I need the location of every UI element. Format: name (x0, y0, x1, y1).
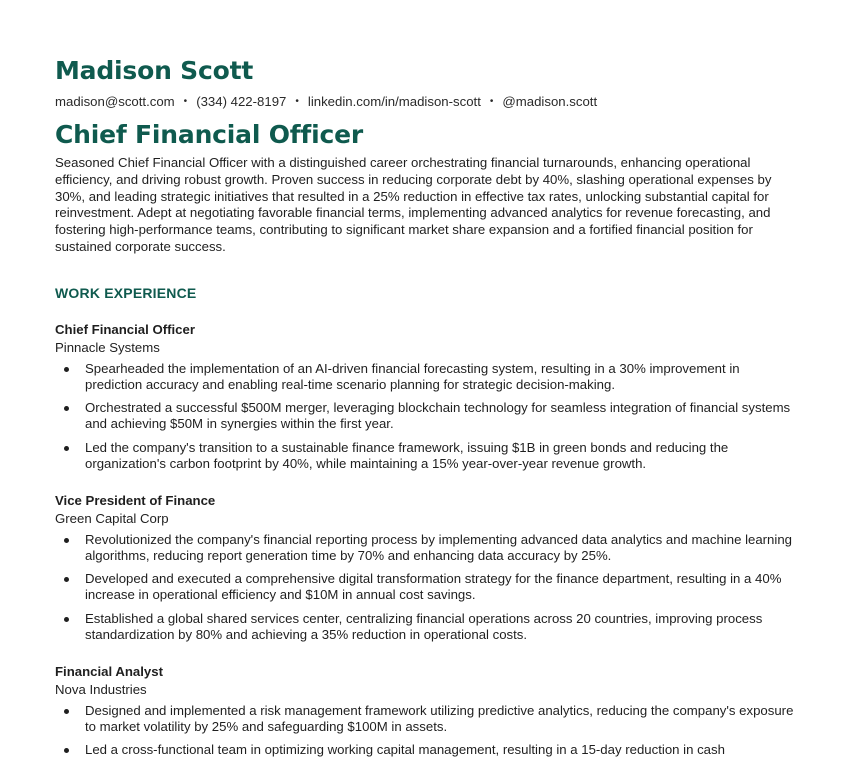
achievement-item (55, 361, 795, 393)
separator-dot: • (183, 95, 188, 107)
bullet-icon (64, 367, 69, 372)
company-name: Green Capital Corp (55, 510, 169, 526)
resume-title: Chief Financial Officer (55, 120, 363, 149)
achievement-text: Orchestrated a successful $500M merger, leveraging blockchain technology for seamless integration of financial systems and achieving $50M in synergies within the first year. (85, 400, 791, 432)
summary-paragraph: Seasoned Chief Financial Officer with a distinguished career orchestrating financial turnarounds, enhancing operational efficiency, and driving robust growth. Proven success in reducing corporate debt by 40%, slashing operational expenses by 30%, and leading strategic initiatives that resulted in a 25% reduction in effective tax rates, unlocking substantial capital for reinvestment. Adept at negotiating favorable financial terms, implementing advanced analytics for revenue forecasting, and fostering high-performance teams, contributing to significant market share expansion and a fortified financial position for sustained corporate success. (55, 155, 772, 254)
contact-linkedin[interactable]: linkedin.com/in/madison-scott (307, 93, 481, 109)
bullet-icon (64, 709, 69, 714)
company-name: Nova Industries (55, 681, 147, 697)
bullet-icon (64, 617, 69, 622)
achievement-text: Revolutionized the company's financial reporting process by implementing advanced data analytics and machine learning algorithms, reducing report generation time by 70% and enhancing data accuracy by 25%. (85, 531, 792, 563)
achievement-item (55, 703, 795, 735)
job-title: Financial Analyst (55, 663, 163, 679)
achievement-item (55, 571, 795, 603)
achievement-text: Designed and implemented a risk management framework utilizing predictive analytics, reducing the company's exposure to market volatility by 25% and safeguarding $100M in assets. (85, 702, 794, 734)
job-title: Chief Financial Officer (55, 321, 195, 337)
achievement-list (55, 361, 795, 472)
separator-dot: • (295, 95, 299, 107)
section-heading-work-experience: WORK EXPERIENCE (55, 284, 197, 301)
bullet-icon (64, 748, 69, 753)
contact-phone[interactable]: (334) 422-8197 (196, 93, 287, 109)
contact-handle[interactable]: @madison.scott (502, 93, 598, 109)
achievement-text: Developed and executed a comprehensive digital transformation strategy for the finance department, resulting in a 40% increase in operational efficiency and $10M in annual cost savings. (85, 571, 782, 603)
achievement-list (55, 532, 795, 643)
job-entry (55, 492, 790, 643)
contact-email[interactable]: madison@scott.com (55, 93, 175, 109)
achievement-text: Spearheaded the implementation of an AI-driven financial forecasting system, resulting in a 30% improvement in prediction accuracy and enabling real-time scenario planning for strategic decision-making. (85, 360, 740, 392)
achievement-item (55, 742, 795, 758)
achievement-text: Led the company's transition to a sustainable finance framework, issuing $1B in green bonds and reducing the organization's carbon footprint by 40%, while maintaining a 15% year-over-year revenue growth. (85, 439, 729, 471)
job-entry (55, 321, 790, 472)
candidate-name: Madison Scott (55, 56, 254, 85)
job-title: Vice President of Finance (55, 492, 216, 508)
achievement-list (55, 703, 795, 759)
achievement-text: Established a global shared services center, centralizing financial operations across 20 countries, improving process standardization by 80% and achieving a 35% reduction in operational costs. (85, 610, 763, 642)
achievement-item (55, 611, 795, 643)
bullet-icon (64, 406, 69, 411)
company-name: Pinnacle Systems (55, 339, 160, 355)
bullet-icon (64, 538, 69, 543)
achievement-item (55, 440, 795, 472)
achievement-text: Led a cross-functional team in optimizing working capital management, resulting in a 15-day reduction in cash (85, 742, 725, 758)
bullet-icon (64, 577, 69, 582)
separator-dot: • (489, 95, 494, 107)
bullet-icon (64, 446, 69, 451)
contact-line (55, 92, 790, 110)
achievement-item (55, 400, 795, 432)
job-entry (55, 663, 794, 759)
achievement-item (55, 532, 795, 564)
